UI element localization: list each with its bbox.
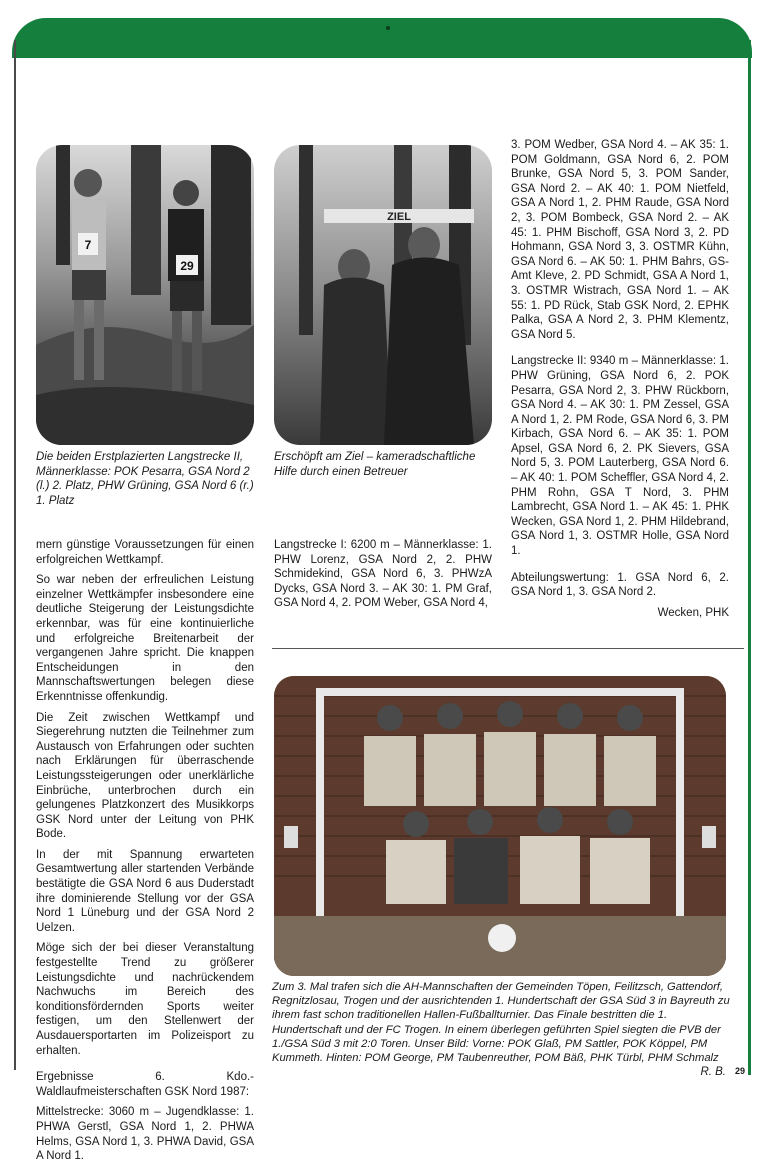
section-divider <box>272 648 744 649</box>
header-bar <box>12 18 752 58</box>
finish-illustration <box>274 145 492 445</box>
page-number: 29 <box>735 1066 746 1076</box>
col1-paragraph: In der mit Spannung erwarteten Gesamtwertung aller startenden Verbände bestätigte die GSA Nord 6 aus Duderstadt ihre dominierende Stellung vor der GSA Nord 1 Lüneburg und der GSA Nord 2 Uelzen. <box>36 848 254 934</box>
col1-paragraph: mern günstige Voraussetzungen für einen erfolgreichen Wettkampf. <box>36 539 254 566</box>
bib-right: 29 <box>180 259 194 273</box>
bib-left: 7 <box>84 238 92 252</box>
registration-mark <box>386 26 390 30</box>
col1-paragraph: Mittelstrecke: 3060 m – Jugendklasse: 1. PHWA Gerstl, GSA Nord 1, 2. PHWA Helms, GSA Nord 1, 3. PHWA David, GSA A Nord 1. <box>36 1106 254 1163</box>
runners-illustration <box>36 145 254 445</box>
photo-runners-caption: Die beiden Erstplazierten Langstrecke II, Männerklasse: POK Pesarra, GSA Nord 2 (l.) 2. Platz, PHW Grüning, GSA Nord 6 (r.) 1. Platz <box>36 451 254 507</box>
col1-paragraph: Die Zeit zwischen Wettkampf und Siegerehrung nutzten die Teilnehmer zum Austausch von Erfahrungen oder suchten nach Erklärungen für überraschende Leistungssteigerungen oder unerklärliche Einbrüche, unterbrochen durch ein gelungenes Platzkonzert des Musikkorps GSK Nord unter der Leitung von PHK Bode. <box>36 711 254 841</box>
photo-finish <box>274 145 492 445</box>
col3-paragraph: Langstrecke II: 9340 m – Männerklasse: 1. PHW Grüning, GSA Nord 6, 2. POK Pesarra, GSA Nord 2, 3. PHW Rückborn, GSA Nord 4. – AK 30: 1. PM Zessel, GSA A Nord 1, 2. PM Rode, GSA Nord 6, 3. PM Kirbach, GSA Nord 6. – AK 35: 1. POM Apsel, GSA Nord 6, 2. PK Sievers, GSA Nord 5, 3. POM Lauterberg, GSA Nord 6. – AK 40: 1. POM Scheffler, GSA Nord 4, 2. PHM Rohn, GSA T Nord, 3. PHM Lambrecht, GSA Nord 1. – AK 45: 1. PHK Wecken, GSA Nord 1, 2. PHM Hildebrand, GSA Nord 1, 3. OSTMR Holle, GSA Nord 1. <box>511 355 729 558</box>
col2-paragraph: Langstrecke I: 6200 m – Männerklasse: 1. PHW Lorenz, GSA Nord 2, 2. PHW Schmidekind, GSA Nord 6, 3. PHWzA Dycks, GSA Nord 3. – AK 30: 1. PM Graf, GSA Nord 4, 2. POM Weber, GSA Nord 4, <box>274 539 492 610</box>
col1-paragraph: Möge sich der bei dieser Veranstaltung festgestellte Trend zu größerer Leistungsdichte und nachrückendem Nachwuchs im Bereich des konditionsfördernden Sports weiter festigen, um den Stellenwert der Ausdauersportarten im Polizeisport zu erhalten. <box>36 942 254 1057</box>
photo-finish-caption: Erschöpft am Ziel – kameradschaftliche Hilfe durch einen Betreuer <box>274 451 476 478</box>
col3-paragraph: 3. POM Wedber, GSA Nord 4. – AK 35: 1. POM Goldmann, GSA Nord 6, 2. POM Brunke, GSA Nord 5, 3. POM Sander, GSA Nord 2. – AK 40: 1. POM Nietfeld, GSA A Nord 1, 2. PHM Raude, GSA Nord 2, 3. POM Bombeck, GSA Nord 2. – AK 45: 1. PHM Bischoff, GSA Nord 3, 2. PD Hohmann, GSA Nord 3, 3. OSTMR Kühn, GSA Nord 6. – AK 50: 1. PHM Bahrs, GS-Amt Kleve, 2. PD Schmidt, GSA A Nord 1, 3. OSTMR Wistrach, GSA Nord 1. – AK 55: 1. PD Rück, Stab GSK Nord, 2. EPHK Palka, GSA A Nord 2, 3. PHM Klementz, GSA Nord 5. <box>511 139 729 341</box>
col3-paragraph: Abteilungswertung: 1. GSA Nord 6, 2. GSA Nord 1, 3. GSA Nord 2. <box>511 571 729 599</box>
finish-banner: ZIEL <box>387 211 411 223</box>
photo-runners <box>36 145 254 445</box>
left-border <box>14 40 16 1070</box>
col1-paragraph: So war neben der erfreulichen Leistung einzelner Wettkämpfer insbesondere eine deutliche Steigerung der Leistungsdichte erkennbar, was für eine kontinuierliche und erfolgreiche Breitenarbeit der vergangenen Jahre spricht. Die knappen Entscheidungen in den Mannschaftswertungen belegen diese Erkenntnisse offenkundig. <box>36 574 254 703</box>
column-3 <box>511 138 729 626</box>
author-signoff: Wecken, PHK <box>657 606 729 619</box>
column-1 <box>36 538 254 1170</box>
column-2 <box>274 538 492 617</box>
right-border <box>748 40 751 1075</box>
team-illustration <box>274 676 726 976</box>
col1-results-heading: Ergebnisse 6. Kdo.-Waldlaufmeisterschaften GSK Nord 1987: <box>36 1071 254 1098</box>
photo-team <box>274 676 726 976</box>
photo-credit: R. B. <box>700 1066 726 1078</box>
photo-team-caption: Zum 3. Mal trafen sich die AH-Mannschaften der Gemeinden Töpen, Feilitzsch, Gattendorf, Regnitzlosau, Trogen und der ausrichtenden 1. Hundertschaft der GSA Süd 3 in Bayreuth zu ihrem fast schon traditionellen Hallen-Fußballturnier. Das Finale bestritten die 1. Hundertschaft und der FC Trogen. In einem überlegen geführten Spiel siegten die PVB der 1./GSA Süd 3 mit 2:0 Toren. Unser Bild: Vorne: POK Glaß, PM Sattler, POK Köppel, PM Kummeth. Hinten: POM George, PM Taubenreuther, POM Bäß, PHK Türbl, PHM Schmalz <box>272 981 730 1065</box>
